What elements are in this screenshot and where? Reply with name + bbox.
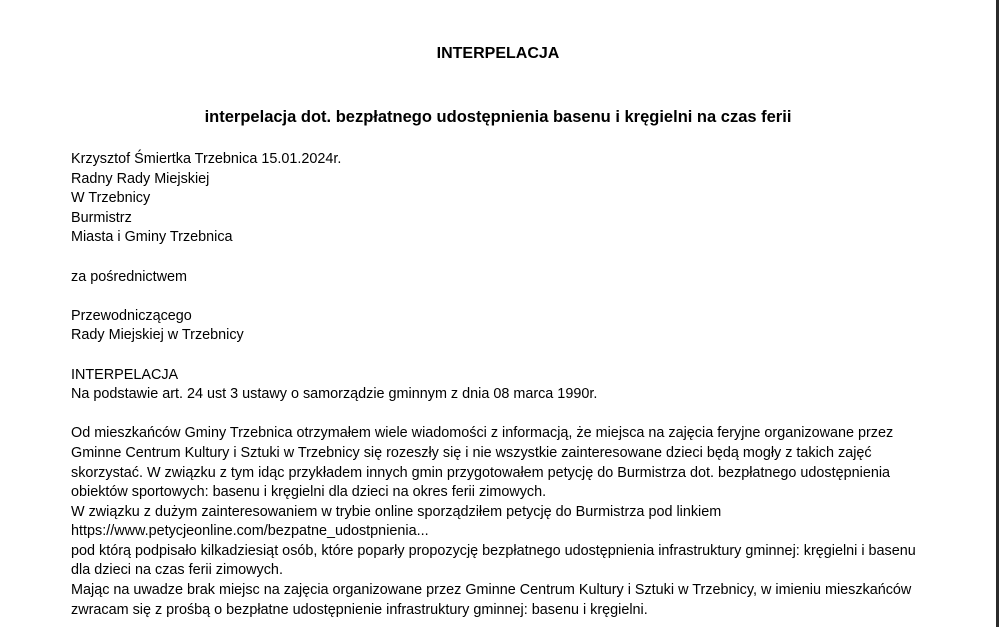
spacer: [71, 346, 931, 366]
petition-link[interactable]: https://www.petycjeonline.com/bezpatne_udostpnienia...: [71, 523, 429, 540]
sender-line: Krzysztof Śmiertka Trzebnica 15.01.2024r.: [71, 151, 342, 167]
paragraph-3: pod którą podpisało kilkadziesiąt osób, które poparły propozycję bezpłatnego udostępnienia infrastruktury gminnej: kręgielni i basenu dla dzieci na czas ferii zimowych.: [71, 542, 916, 579]
chair-line-1: Przewodniczącego: [71, 307, 192, 324]
section-title: INTERPELACJA: [71, 366, 179, 383]
document-body: [71, 150, 931, 620]
via-line: za pośrednictwem: [71, 268, 187, 285]
addressee-org: Miasta i Gminy Trzebnica: [71, 229, 233, 246]
paragraph-2: W związku z dużym zainteresowaniem w trybie online sporządziłem petycję do Burmistrza pod linkiem: [71, 503, 722, 520]
document-subtitle: interpelacja dot. bezpłatnego udostępnienia basenu i kręgielni na czas ferii: [204, 108, 792, 126]
addressee-role: Burmistrz: [71, 209, 132, 226]
document-title: INTERPELACJA: [436, 45, 560, 62]
spacer: [71, 287, 931, 307]
spacer: [71, 405, 931, 425]
sender-role: Radny Rady Miejskiej: [71, 170, 210, 187]
sender-city: W Trzebnicy: [71, 190, 151, 207]
spacer: [71, 248, 931, 268]
paragraph-1: Od mieszkańców Gminy Trzebnica otrzymałem wiele wiadomości z informacją, że miejsca na zajęcia feryjne organizowane przez Gminne Centrum Kultury i Sztuki w Trzebnicy się rozeszły się i nie wszystkie zainteresowane dzieci będą mogły z takich zajęć skorzystać. W związku z tym idąc przykładem innych gmin przygotowałem petycję do Burmistrza dot. bezpłatnego udostępnienia obiektów sportowych: basenu i kręgielni dla dzieci na okres ferii zimowych.: [71, 425, 894, 501]
paragraph-4: Mając na uwadze brak miejsc na zajęcia organizowane przez Gminne Centrum Kultury i Sztuki w Trzebnicy, w imieniu mieszkańców zwracam się z prośbą o bezpłatne udostępnienie infrastruktury gminnej: basenu i kręgielni.: [71, 582, 912, 618]
legal-basis: Na podstawie art. 24 ust 3 ustawy o samorządzie gminnym z dnia 08 marca 1990r.: [71, 386, 598, 403]
chair-line-2: Rady Miejskiej w Trzebnicy: [71, 327, 244, 344]
